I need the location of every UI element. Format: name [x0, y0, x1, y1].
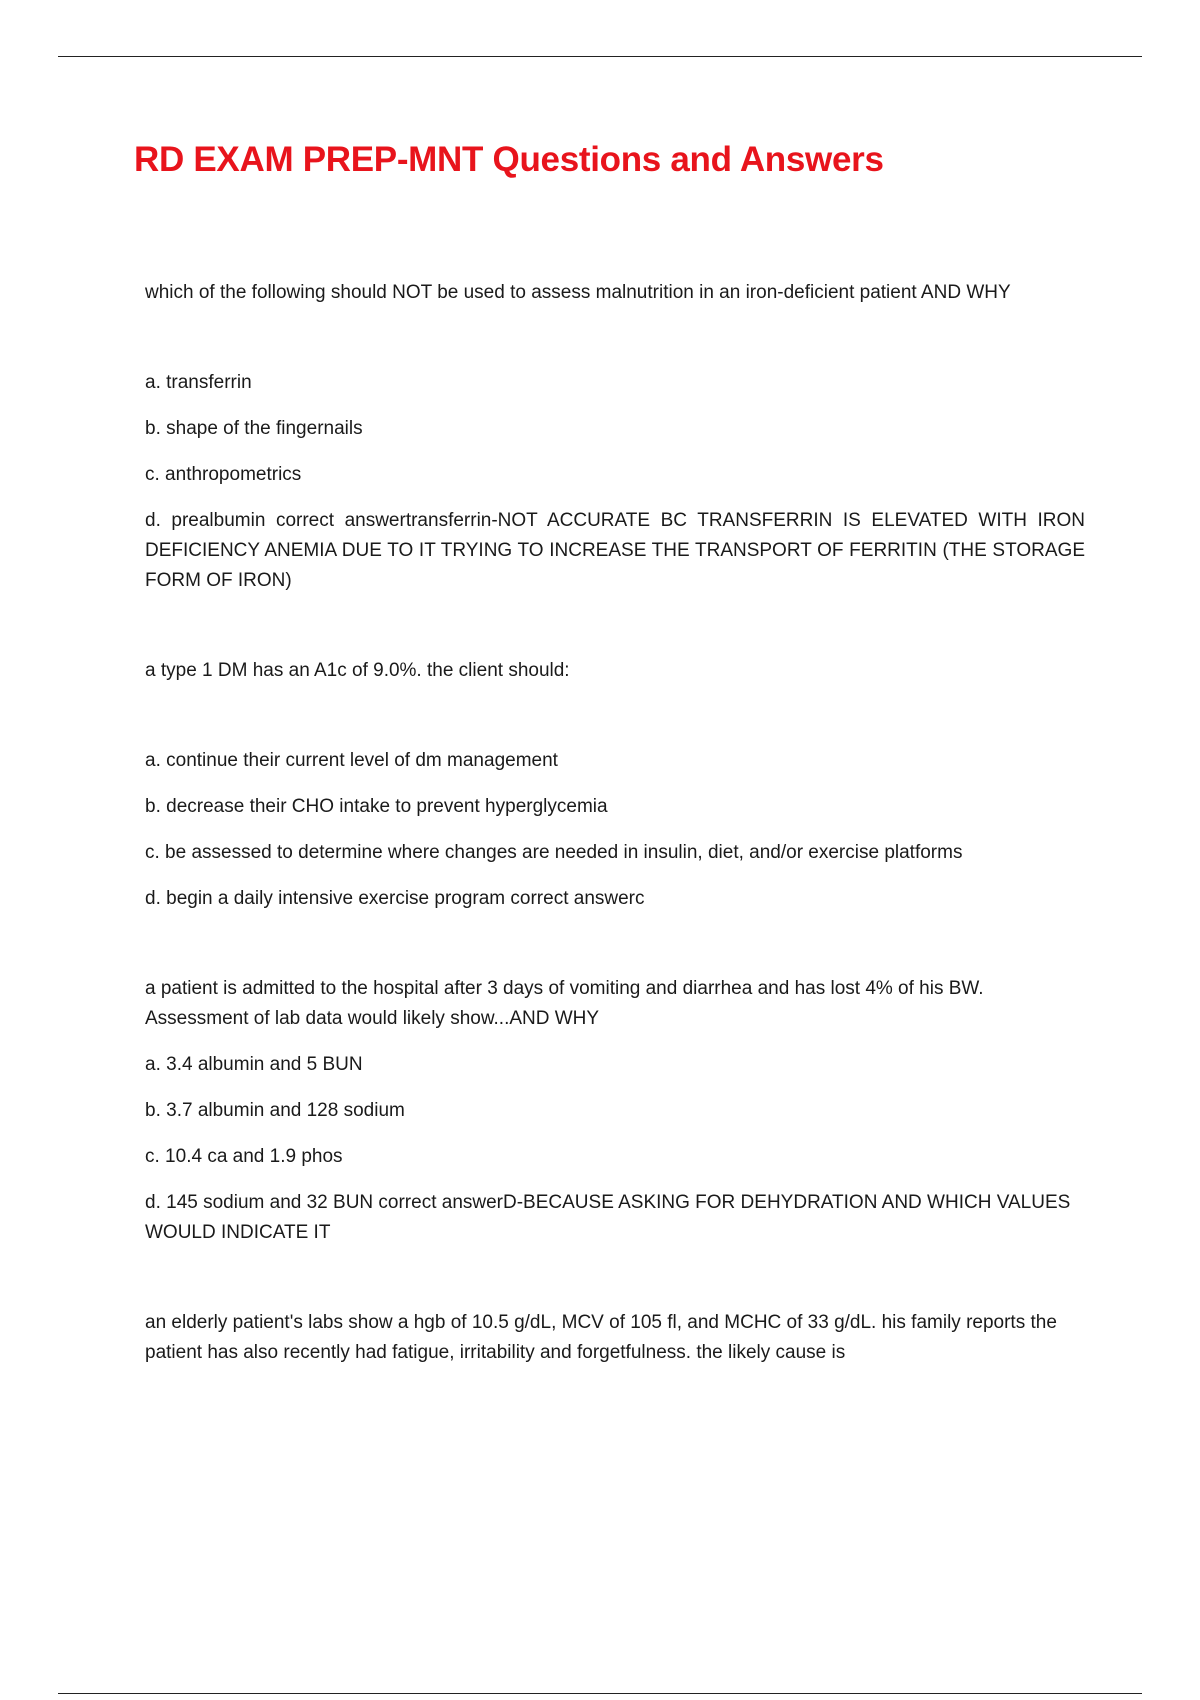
question-block-2	[145, 656, 1085, 914]
question-block-1	[145, 278, 1085, 596]
question-prompt: an elderly patient's labs show a hgb of 10.5 g/dL, MCV of 105 fl, and MCHC of 33 g/dL. his family reports the patient has also recently had fatigue, irritability and forgetfulness. the likely cause is	[145, 1312, 1057, 1363]
question-block-4	[145, 1308, 1085, 1368]
question-prompt: a patient is admitted to the hospital after 3 days of vomiting and diarrhea and has lost 4% of his BW. Assessment of lab data would likely show...AND WHY	[145, 978, 984, 1029]
question-prompt: a type 1 DM has an A1c of 9.0%. the client should:	[145, 660, 570, 681]
answer-option: b. shape of the fingernails	[145, 418, 363, 439]
answer-option-with-answer: d. 145 sodium and 32 BUN correct answerD-BECAUSE ASKING FOR DEHYDRATION AND WHICH VALUES WOULD INDICATE IT	[145, 1192, 1071, 1243]
question-prompt: which of the following should NOT be used to assess malnutrition in an iron-deficient patient AND WHY	[145, 282, 1011, 303]
answer-option: a. 3.4 albumin and 5 BUN	[145, 1054, 363, 1075]
answer-option: c. anthropometrics	[145, 464, 302, 485]
document-body	[145, 278, 1085, 1428]
answer-option-with-answer: d. begin a daily intensive exercise program correct answerc	[145, 888, 645, 909]
answer-option: c. be assessed to determine where changes are needed in insulin, diet, and/or exercise platforms	[145, 842, 963, 863]
answer-option-with-answer: d. prealbumin correct answertransferrin-NOT ACCURATE BC TRANSFERRIN IS ELEVATED WITH IRON DEFICIENCY ANEMIA DUE TO IT TRYING TO INCREASE THE TRANSPORT OF FERRITIN (THE STORAGE FORM OF IRON)	[145, 510, 1085, 591]
answer-option: a. continue their current level of dm management	[145, 750, 558, 771]
answer-option: b. decrease their CHO intake to prevent hyperglycemia	[145, 796, 608, 817]
document-title: RD EXAM PREP-MNT Questions and Answers	[134, 140, 884, 179]
answer-option: c. 10.4 ca and 1.9 phos	[145, 1146, 343, 1167]
footer-rule	[58, 1693, 1142, 1694]
answer-option: b. 3.7 albumin and 128 sodium	[145, 1100, 405, 1121]
question-block-3	[145, 974, 1085, 1248]
header-rule	[58, 56, 1142, 57]
answer-option: a. transferrin	[145, 372, 252, 393]
